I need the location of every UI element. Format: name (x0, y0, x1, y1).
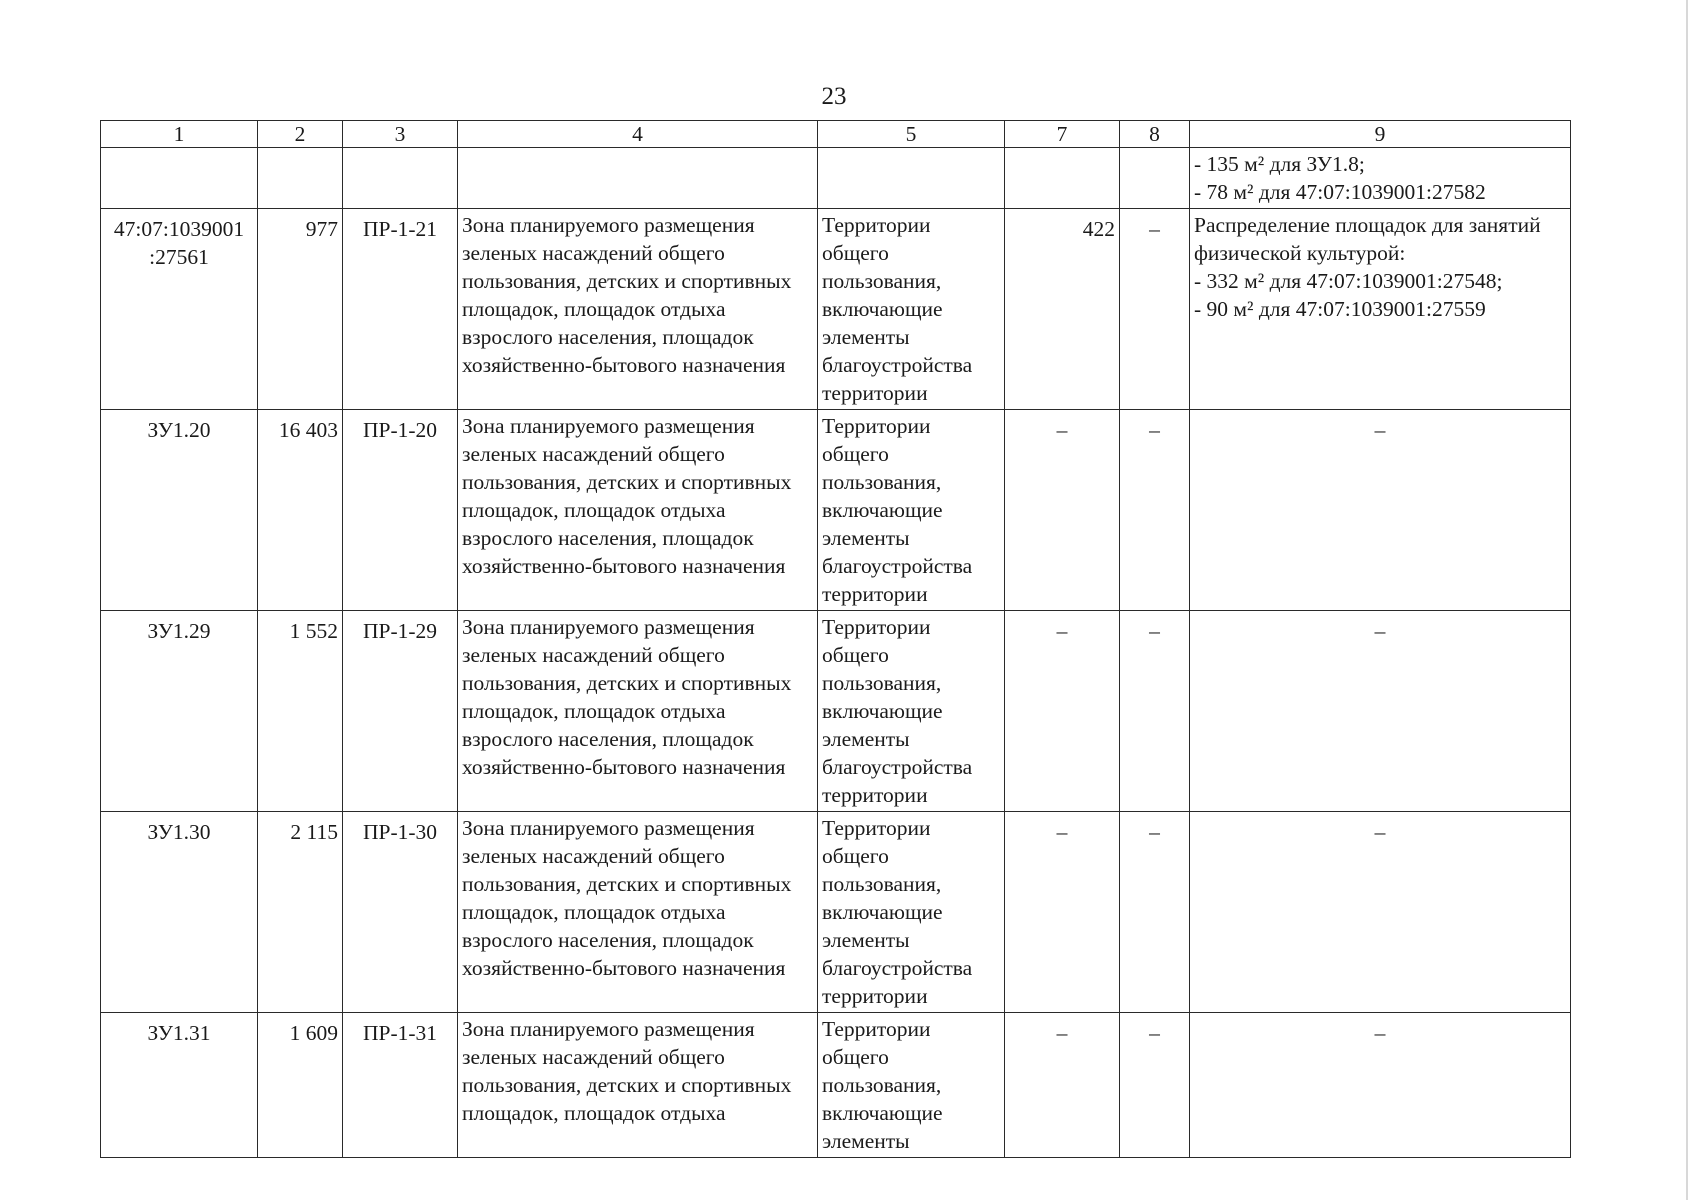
notes-cell: – (1190, 1013, 1571, 1158)
zone-description-cell: Зона планируемого размещения зеленых насаждений общего пользования, детских и спортивных площадок, площадок отдыха (458, 1013, 818, 1158)
scan-edge-shadow (1686, 0, 1688, 1200)
area-cell: 1 552 (258, 611, 343, 812)
column-number-row (101, 121, 1571, 148)
table-row (101, 410, 1571, 611)
col8-value-cell: – (1120, 410, 1190, 611)
header-col-4: 4 (458, 121, 818, 148)
col8-value-cell: – (1120, 1013, 1190, 1158)
project-code-cell: ПР-1-31 (343, 1013, 458, 1158)
page-number: 23 (821, 83, 847, 110)
table-row (101, 209, 1571, 410)
notes-cell: – (1190, 611, 1571, 812)
plot-id-cell: ЗУ1.20 (101, 410, 258, 611)
plot-id-cell (101, 209, 258, 410)
project-code-cell: ПР-1-29 (343, 611, 458, 812)
plot-id-cell: ЗУ1.30 (101, 812, 258, 1013)
territory-category-cell: Территории общего пользования, включающие элементы благоустройства территории (818, 611, 1005, 812)
table-row (101, 1013, 1571, 1158)
table-row (101, 812, 1571, 1013)
table-cell (101, 148, 258, 209)
table-cell (1005, 148, 1120, 209)
territory-category-cell: Территории общего пользования, включающие элементы благоустройства территории (818, 410, 1005, 611)
notes-cell (1190, 209, 1571, 410)
table-cell (343, 148, 458, 209)
header-col-7: 7 (1005, 121, 1120, 148)
area-cell: 977 (258, 209, 343, 410)
col7-value-cell: – (1005, 1013, 1120, 1158)
col8-value-cell: – (1120, 209, 1190, 410)
plot-id-line: 47:07:1039001 (113, 217, 245, 241)
territory-category-cell: Территории общего пользования, включающие элементы (818, 1013, 1005, 1158)
notes-line: Распределение площадок для занятий физической культурой: (1194, 213, 1541, 265)
project-code-cell: ПР-1-30 (343, 812, 458, 1013)
notes-cell (1190, 148, 1571, 209)
project-code-cell: ПР-1-20 (343, 410, 458, 611)
header-col-1: 1 (101, 121, 258, 148)
col8-value-cell: – (1120, 812, 1190, 1013)
table-cell (258, 148, 343, 209)
area-cell: 16 403 (258, 410, 343, 611)
col7-value-cell: 422 (1005, 209, 1120, 410)
notes-cell: – (1190, 812, 1571, 1013)
territory-category-cell: Территории общего пользования, включающие элементы благоустройства территории (818, 812, 1005, 1013)
plot-id-cell: ЗУ1.29 (101, 611, 258, 812)
notes-cell: – (1190, 410, 1571, 611)
col8-value-cell: – (1120, 611, 1190, 812)
header-col-9: 9 (1190, 121, 1571, 148)
project-code-cell: ПР-1-21 (343, 209, 458, 410)
table-cell (1120, 148, 1190, 209)
header-col-3: 3 (343, 121, 458, 148)
zone-description-cell: Зона планируемого размещения зеленых насаждений общего пользования, детских и спортивных площадок, площадок отдыха взрослого населения, площадок хозяйственно-бытового назначения (458, 812, 818, 1013)
zone-description-cell: Зона планируемого размещения зеленых насаждений общего пользования, детских и спортивных площадок, площадок отдыха взрослого населения, площадок хозяйственно-бытового назначения (458, 611, 818, 812)
col7-value-cell: – (1005, 812, 1120, 1013)
header-col-8: 8 (1120, 121, 1190, 148)
plot-id-line: :27561 (149, 245, 209, 269)
notes-line: - 90 м² для 47:07:1039001:27559 (1194, 297, 1486, 321)
plot-id-cell: ЗУ1.31 (101, 1013, 258, 1158)
area-cell: 2 115 (258, 812, 343, 1013)
zone-description-cell: Зона планируемого размещения зеленых насаждений общего пользования, детских и спортивных площадок, площадок отдыха взрослого населения, площадок хозяйственно-бытового назначения (458, 209, 818, 410)
area-cell: 1 609 (258, 1013, 343, 1158)
notes-line: - 135 м² для ЗУ1.8; (1194, 152, 1365, 176)
header-col-2: 2 (258, 121, 343, 148)
table-cell (818, 148, 1005, 209)
col7-value-cell: – (1005, 611, 1120, 812)
table-cell (458, 148, 818, 209)
land-plots-table (100, 120, 1571, 1158)
notes-line: - 332 м² для 47:07:1039001:27548; (1194, 269, 1503, 293)
continuation-row (101, 148, 1571, 209)
table-row (101, 611, 1571, 812)
zone-description-cell: Зона планируемого размещения зеленых насаждений общего пользования, детских и спортивных площадок, площадок отдыха взрослого населения, площадок хозяйственно-бытового назначения (458, 410, 818, 611)
col7-value-cell: – (1005, 410, 1120, 611)
territory-category-cell: Территории общего пользования, включающие элементы благоустройства территории (818, 209, 1005, 410)
notes-line: - 78 м² для 47:07:1039001:27582 (1194, 180, 1486, 204)
header-col-5: 5 (818, 121, 1005, 148)
